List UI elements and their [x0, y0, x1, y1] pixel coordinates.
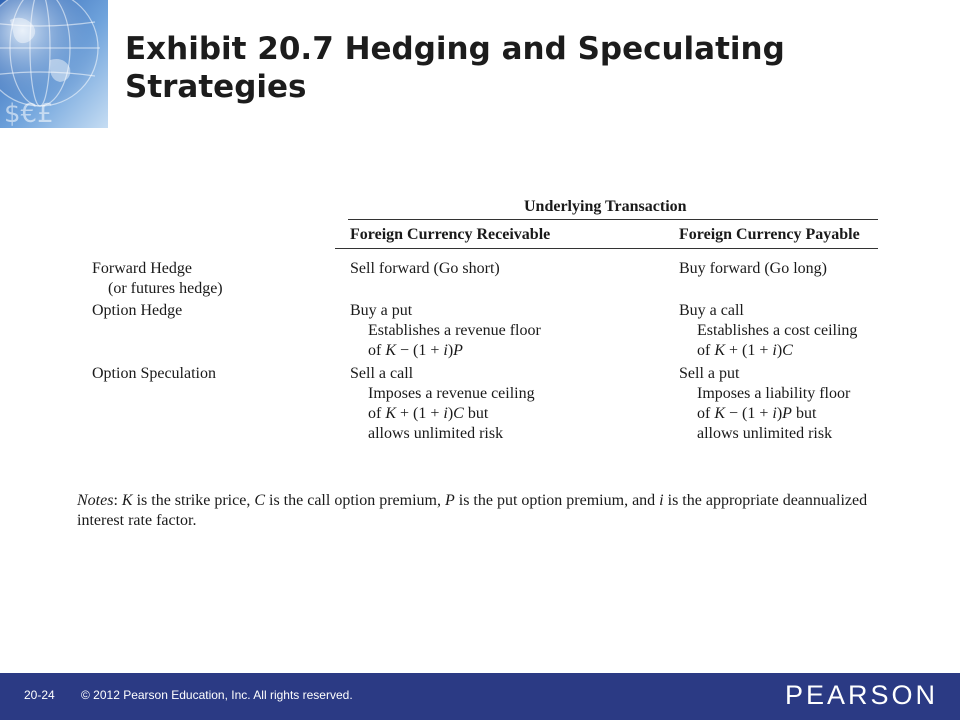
footer-bar	[0, 673, 960, 720]
cell-option-hedge-payable-formula: of K + (1 + i)C	[697, 342, 793, 359]
cell-speculation-payable-formula: of K − (1 + i)P but	[697, 405, 817, 422]
slide-number: 20-24	[24, 688, 55, 702]
header-rule-bottom	[335, 248, 878, 249]
cell-speculation-receivable-formula: of K + (1 + i)C but	[368, 405, 489, 422]
globe-image	[0, 0, 108, 128]
row-label-forward-hedge-sub: (or futures hedge)	[108, 280, 223, 297]
cell-speculation-receivable-effect: Imposes a revenue ceiling	[368, 385, 535, 402]
header-rule-top	[348, 219, 878, 220]
super-header: Underlying Transaction	[524, 198, 687, 215]
copyright: © 2012 Pearson Education, Inc. All rights reserved.	[81, 688, 353, 702]
publisher-logo: PEARSON	[784, 680, 938, 710]
cell-speculation-payable-effect: Imposes a liability floor	[697, 385, 851, 402]
cell-option-hedge-receivable-effect: Establishes a revenue floor	[368, 322, 541, 339]
cell-forward-receivable: Sell forward (Go short)	[350, 260, 500, 277]
row-label-option-hedge: Option Hedge	[92, 302, 183, 319]
column-header-receivable: Foreign Currency Receivable	[350, 226, 551, 243]
slide-title: Exhibit 20.7 Hedging and Speculating Strategies	[125, 31, 785, 105]
cell-speculation-receivable-action: Sell a call	[350, 365, 414, 382]
column-header-payable: Foreign Currency Payable	[679, 226, 860, 243]
cell-option-hedge-payable-effect: Establishes a cost ceiling	[697, 322, 858, 339]
cell-speculation-payable-risk: allows unlimited risk	[697, 425, 833, 442]
cell-option-hedge-payable-action: Buy a call	[679, 302, 744, 319]
cell-speculation-receivable-risk: allows unlimited risk	[368, 425, 504, 442]
table-notes: Notes: K is the strike price, C is the call option premium, P is the put option premium, and i is the appropriate deannualized interest rate factor.	[77, 492, 868, 529]
row-label-option-speculation: Option Speculation	[92, 365, 216, 382]
row-label-forward-hedge: Forward Hedge	[92, 260, 192, 277]
cell-speculation-payable-action: Sell a put	[679, 365, 740, 382]
svg-text:$€£: $€£	[4, 99, 54, 128]
cell-forward-payable: Buy forward (Go long)	[679, 260, 827, 277]
cell-option-hedge-receivable-action: Buy a put	[350, 302, 413, 319]
cell-option-hedge-receivable-formula: of K − (1 + i)P	[368, 342, 463, 359]
